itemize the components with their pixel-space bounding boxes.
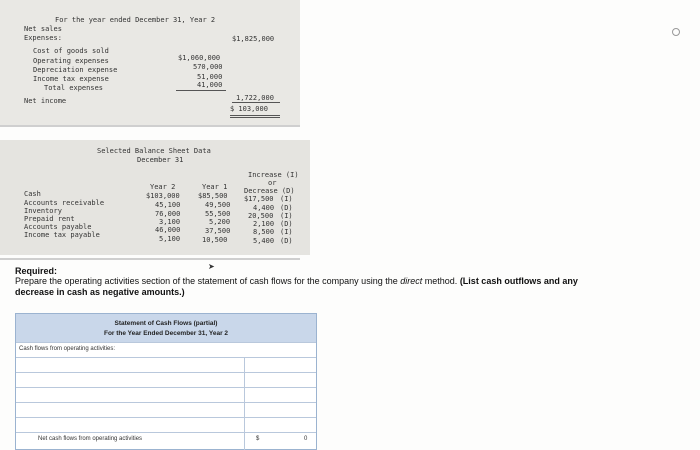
change-header: Increase (I) [248,171,299,179]
column-divider [244,388,245,402]
column-divider [244,418,245,432]
bs-direction: (D) [280,237,293,245]
bs-row-label: Accounts payable [24,223,92,231]
total-expenses-value: 1,722,000 [236,94,274,102]
balance-sheet-title: Selected Balance Sheet Data [97,147,211,155]
column-divider [244,358,245,372]
bs-year1: $85,500 [198,192,228,200]
expense-value: 570,000 [193,63,223,71]
answer-row[interactable] [16,402,316,417]
bs-direction: (I) [280,212,293,220]
net-sales-value: $1,825,000 [232,35,275,43]
bs-change: 20,500 [248,212,274,220]
table-title: Statement of Cash Flows (partial) [114,320,218,327]
circle-icon [672,28,680,36]
required-label: Required: [15,266,58,276]
answer-row[interactable] [16,387,316,402]
expense-label: Cost of goods sold [33,47,109,55]
bs-row-label: Accounts receivable [24,199,105,207]
bs-direction: (D) [280,220,293,228]
underline [232,102,280,103]
footer-label: Net cash flows from operating activities [38,436,143,442]
expense-value: 41,000 [197,81,223,89]
bs-change: 4,400 [253,204,275,212]
section-row [16,342,316,357]
column-divider [244,373,245,387]
bs-change: 2,100 [253,220,275,228]
bs-year2: 3,100 [159,218,181,226]
expense-label: Operating expenses [33,57,109,65]
bs-year1: 55,500 [205,210,231,218]
bs-year1: 49,500 [205,201,231,209]
bs-year1: 37,500 [205,227,231,235]
divider [0,258,300,260]
total-row [16,432,316,450]
table-subtitle: For the Year Ended December 31, Year 2 [103,330,229,337]
year2-header: Year 2 [150,183,176,191]
expense-value: 51,000 [197,73,223,81]
table-header [16,314,316,342]
instruction-note: (List cash outflows and any decrease in cash as negative amounts.) [15,276,578,297]
bs-year1: 5,200 [209,218,231,226]
column-divider [244,433,245,450]
bs-year2: 5,100 [159,235,181,243]
bs-change: 5,400 [253,237,275,245]
bs-row-label: Prepaid rent [24,215,75,223]
cash-flow-answer-table [15,313,317,450]
section-label: Cash flows from operating activities: [19,346,116,352]
instruction-text [15,276,595,298]
answer-row[interactable] [16,417,316,432]
total-expenses-label: Total expenses [44,84,104,92]
column-divider [244,403,245,417]
income-heading: For the year ended December 31, Year 2 [55,16,216,24]
instruction-part: Prepare the operating activities section of the statement of cash flows for the company using the [15,276,398,286]
instruction-part: method. [424,276,458,286]
bs-direction: (D) [280,204,293,212]
cursor-icon: ➤ [208,262,215,271]
bs-year1: 10,500 [202,236,228,244]
bs-year2: 76,000 [155,210,181,218]
bs-change: $17,500 [244,195,274,203]
bs-direction: (I) [280,195,293,203]
answer-row[interactable] [16,357,316,372]
year1-header: Year 1 [202,183,228,191]
answer-row[interactable] [16,372,316,387]
net-income-label: Net income [24,97,67,105]
bs-row-label: Income tax payable [24,231,100,239]
footer-currency: $ [256,436,260,442]
bs-year2: 46,000 [155,226,181,234]
expense-value: $1,060,000 [178,54,221,62]
balance-sheet-subtitle: December 31 [137,156,184,164]
instruction-method: direct [400,276,423,286]
bs-row-label: Cash [24,190,41,198]
underline [176,90,226,91]
bs-year2: $103,000 [146,192,180,200]
bs-row-label: Inventory [24,207,62,215]
bs-year2: 45,100 [155,201,181,209]
expense-label: Income tax expense [33,75,109,83]
footer-value: 0 [304,436,308,442]
change-header: or [268,179,277,187]
divider [0,125,300,127]
double-underline [230,115,280,118]
bs-change: 8,500 [253,228,275,236]
bs-direction: (I) [280,228,293,236]
net-income-value: $ 103,000 [230,105,268,113]
change-header: Decrease (D) [244,187,295,195]
net-sales-label: Net sales [24,25,62,33]
expenses-label: Expenses: [24,34,62,42]
expense-label: Depreciation expense [33,66,118,74]
